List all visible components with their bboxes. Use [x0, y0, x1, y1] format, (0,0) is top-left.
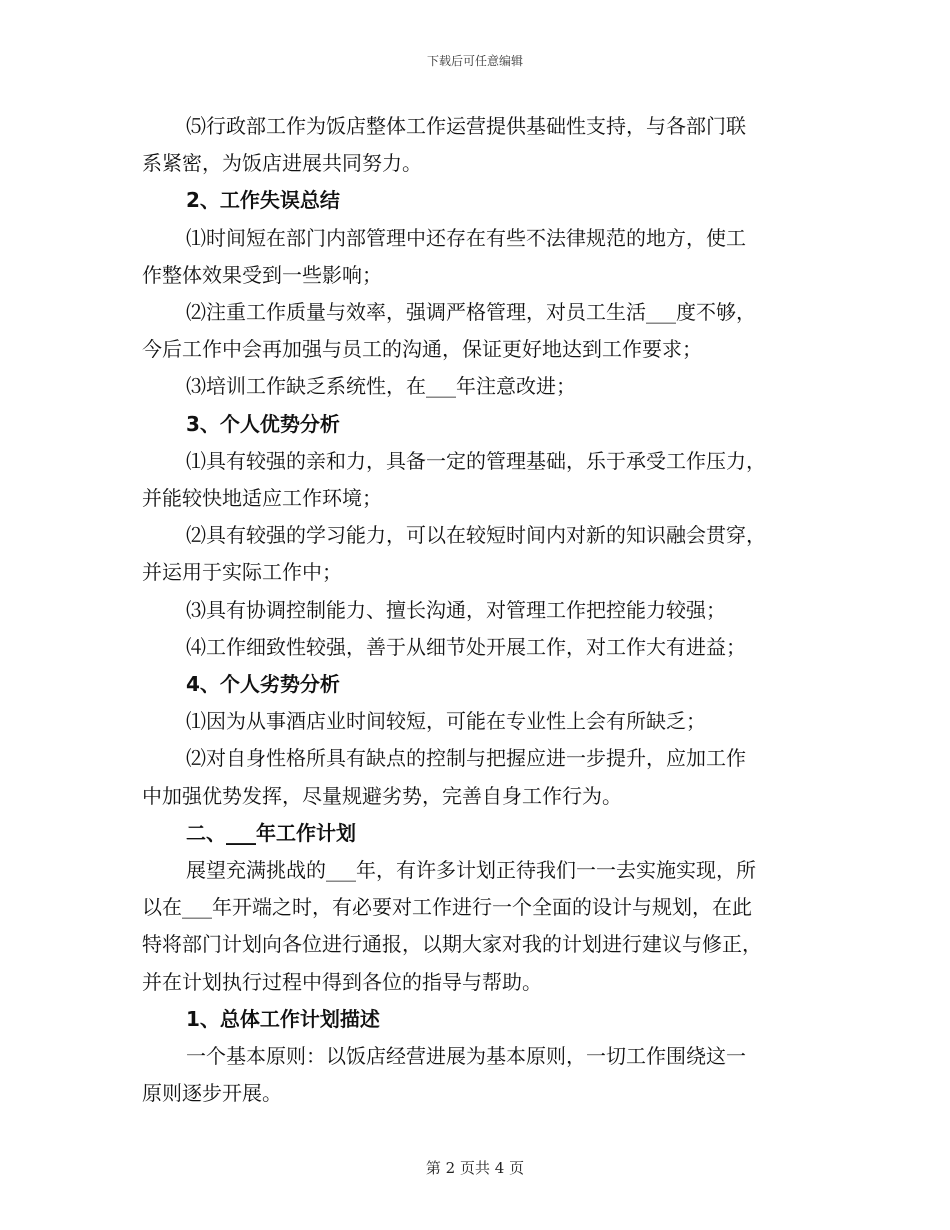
paragraph-line: 特将部门计划向各位进行通报，以期大家对我的计划进行建议与修正，	[142, 932, 762, 957]
section-heading: 2、工作失误总结	[186, 188, 340, 213]
page-footer: 第 2 页共 4 页	[425, 1159, 525, 1177]
paragraph-line: 并运用于实际工作中；	[142, 560, 342, 585]
section-heading: 二、___年工作计划	[186, 820, 356, 845]
paragraph-line: ⑸行政部工作为饭店整体工作运营提供基础性支持，与各部门联	[186, 114, 746, 138]
paragraph-line: ⑵注重工作质量与效率，强调严格管理，对员工生活___度不够，	[186, 300, 756, 325]
paragraph-line: 并能较快地适应工作环境；	[142, 486, 382, 511]
paragraph-line: ⑵对自身性格所具有缺点的控制与把握应进一步提升，应加工作	[186, 746, 746, 771]
paragraph-line: 原则逐步开展。	[142, 1081, 282, 1106]
document-body	[142, 108, 812, 1112]
paragraph-line: 并在计划执行过程中得到各位的指导与帮助。	[142, 969, 542, 994]
section-heading: 3、个人优势分析	[186, 411, 340, 436]
paragraph-line: 作整体效果受到一些影响；	[142, 262, 382, 287]
paragraph-line: 系紧密，为饭店进展共同努力。	[142, 151, 422, 176]
paragraph-line: ⑴具有较强的亲和力，具备一定的管理基础，乐于承受工作压力，	[186, 448, 766, 473]
section-heading: 1、总体工作计划描述	[186, 1006, 380, 1031]
paragraph-line: 一个基本原则：以饭店经营进展为基本原则，一切工作围绕这一	[186, 1044, 746, 1069]
paragraph-line: ⑴时间短在部门内部管理中还存在有些不法律规范的地方，使工	[186, 225, 746, 250]
paragraph-line: 中加强优势发挥，尽量规避劣势，完善自身工作行为。	[142, 783, 622, 808]
paragraph-line: ⑷工作细致性较强，善于从细节处开展工作，对工作大有进益；	[186, 634, 746, 659]
paragraph-line: 今后工作中会再加强与员工的沟通，保证更好地达到工作要求；	[142, 337, 702, 362]
page-header: 下载后可任意编辑	[426, 54, 523, 68]
paragraph-line: 展望充满挑战的___年，有许多计划正待我们一一去实施实现，所	[186, 858, 756, 883]
paragraph-line: ⑵具有较强的学习能力，可以在较短时间内对新的知识融会贯穿，	[186, 523, 766, 548]
paragraph-line: 以在___年开端之时，有必要对工作进行一个全面的设计与规划，在此	[142, 895, 752, 920]
section-heading: 4、个人劣势分析	[186, 672, 340, 697]
paragraph-line: ⑶具有协调控制能力、擅长沟通，对管理工作把控能力较强；	[186, 597, 726, 622]
paragraph-line: ⑶培训工作缺乏系统性，在___年注意改进；	[186, 374, 576, 399]
paragraph-line: ⑴因为从事酒店业时间较短，可能在专业性上会有所缺乏；	[186, 709, 706, 734]
